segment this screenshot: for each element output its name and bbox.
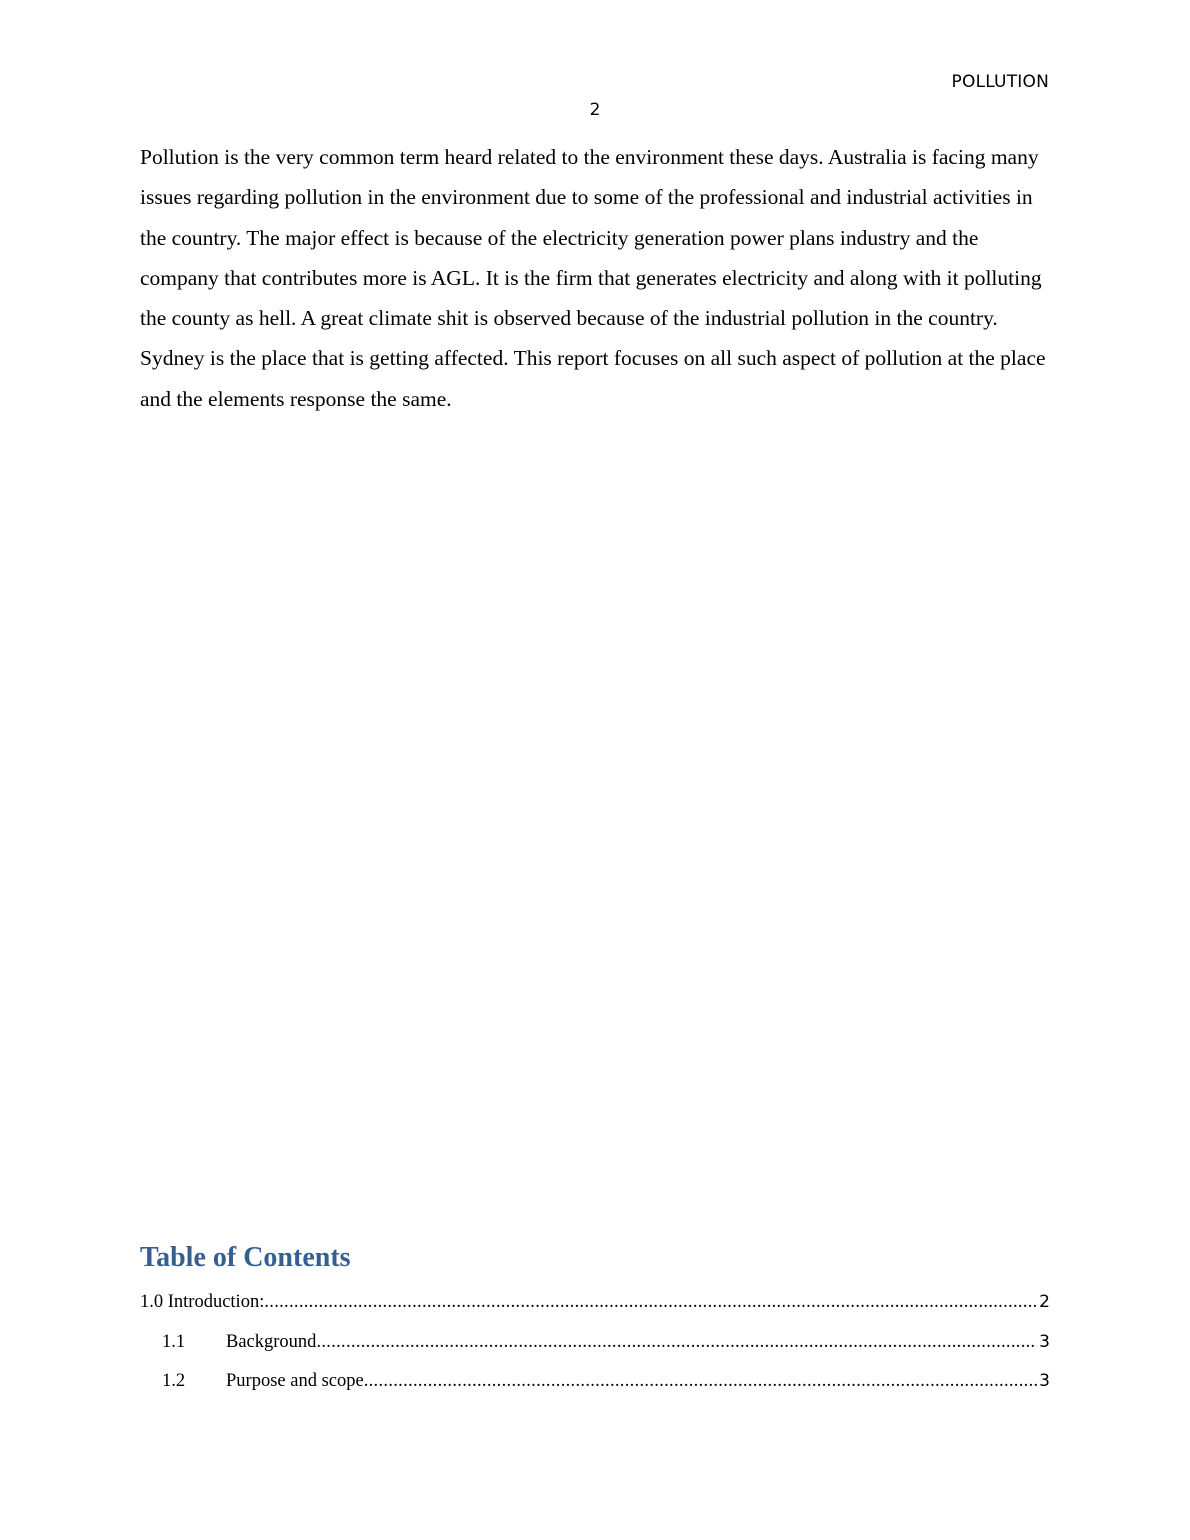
- toc-dot-leader: [316, 1332, 1037, 1353]
- page-number: 2: [589, 100, 601, 120]
- toc-entry-page: 3: [1039, 1371, 1050, 1391]
- toc-entry-background[interactable]: [140, 1332, 1050, 1372]
- running-head: POLLUTION: [951, 72, 1049, 92]
- toc-entry-text: Purpose and scope: [226, 1371, 364, 1391]
- toc-entry-introduction[interactable]: [140, 1292, 1050, 1332]
- toc-entry-page: 3: [1039, 1331, 1050, 1352]
- table-of-contents: [140, 1292, 1050, 1411]
- toc-entry-number: 1.2: [162, 1371, 186, 1391]
- body-paragraph: Pollution is the very common term heard related to the environment these days. Australia is facing many issues regarding pollution in the environment due to some of the professional and industrial activities in the country. The major effect is because of the electricity generation power plans industry and the company that contributes more is AGL. It is the firm that generates electricity and along with it polluting the county as hell. A great climate shit is observed because of the industrial pollution in the country. Sydney is the place that is getting affected. This report focuses on all such aspect of pollution at the place and the elements response the same.: [140, 145, 1046, 411]
- toc-entry-purpose-and-scope[interactable]: [140, 1371, 1050, 1411]
- toc-entry-text: Background: [226, 1331, 317, 1352]
- toc-title: Table of Contents: [140, 1242, 351, 1273]
- toc-entry-page: 2: [1039, 1292, 1050, 1312]
- toc-entry-number: 1.1: [162, 1331, 186, 1352]
- toc-dot-leader: [264, 1292, 1037, 1313]
- toc-dot-leader: [364, 1371, 1037, 1392]
- toc-entry-text: 1.0 Introduction:: [140, 1292, 265, 1312]
